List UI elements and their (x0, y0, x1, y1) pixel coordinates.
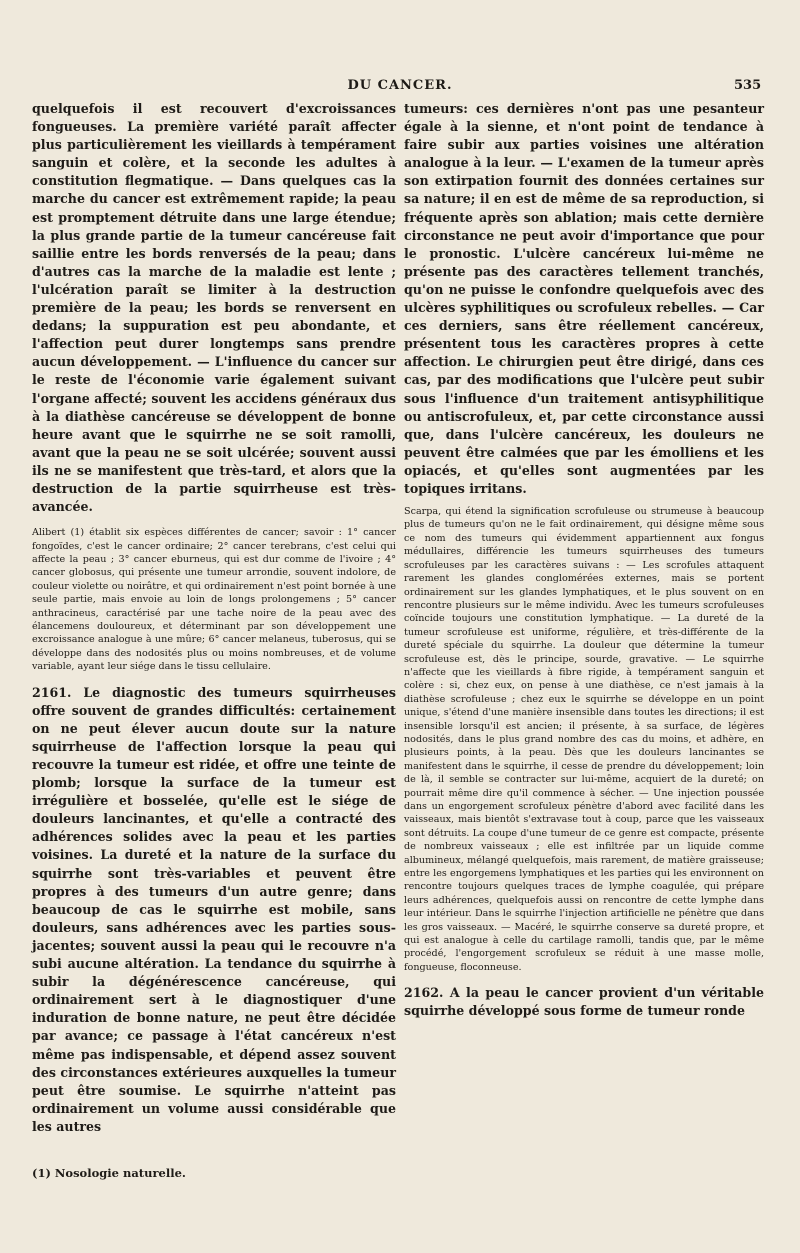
paragraph-2162: 2162. A la peau le cancer provient d'un véritable squirrhe développé sous forme de tumeur ronde (404, 985, 764, 1019)
running-header: DU CANCER. (347, 78, 453, 93)
paragraph-tumeurs: tumeurs: ces dernières n'ont pas une pesanteur égale à la sienne, et n'ont point de tendance à faire subir aux parties voisines une altération analogue à la leur. — L'examen de la tumeur après son extirpation fournit des données certaines sur sa nature; il en est de même de sa reproduction, si fréquente après son ablation; mais cette dernière circonstance ne peut avoir d'importance que pour le pronostic. L'ulcère cancéreux lui-même ne présente pas des caractères tellement tranchés, qu'on ne puisse le confondre quelquefois avec des ulcères syphilitiques ou scrofuleux rebelles. — Car ces derniers, sans être réellement cancéreux, présentent tous les caractères propres à cette affection. Le chirurgien peut être dirigé, dans ces cas, par des modifications que l'ulcère peut subir sous l'influence d'un traitement antisyphilitique ou antiscrofuleux, et, par cette circonstance aussi que, dans l'ulcère cancéreux, les douleurs ne peuvent être calmées que par les émolliens et les opiacés, et qu'elles sont augmentées par les topiques irritans. (404, 101, 764, 496)
left-column (32, 100, 396, 1136)
note-alibert: Alibert (1) établit six espèces différentes de cancer; savoir : 1° cancer fongoïdes, c'est le cancer ordinaire; 2° cancer terebrans, c'est celui qui affecte la peau ; 3° cancer eburneus, qui est dur comme de l'ivoire ; 4° cancer globosus, qui présente une tumeur arrondie, souvent indolore, de couleur violette ou noirâtre, et qui ordinairement n'est point bornée à une seule partie, mais envoie au loin de longs prolongemens ; 5° cancer anthracineus, caractérisé par une tache noire de la peau avec des élancemens douloureux, et déterminant par son développement une excroissance analogue à une mûre; 6° cancer melaneus, tuberosus, qui se développe dans des nodosités plus ou moins nombreuses, et de volume variable, ayant leur siége dans le tissu cellulaire. (32, 527, 396, 673)
paragraph-ulcer-varieties: quelquefois il est recouvert d'excroissances fongueuses. La première variété paraît affecter plus particulièrement les vieillards à tempérament sanguin et colère, et la seconde les adultes à constitution flegmatique. — Dans quelques cas la marche du cancer est extrêmement rapide; la peau est promptement détruite dans une large étendue; la plus grande partie de la tumeur cancéreuse fait saillie entre les bords renversés de la peau; dans d'autres cas la marche de la maladie est lente ; l'ulcération paraît se limiter à la destruction première de la peau; les bords se renversent en dedans; la suppuration est peu abondante, et l'affection peut durer longtemps sans prendre aucun développement. — L'influence du cancer sur le reste de l'économie varie également suivant l'organe affecté; souvent les accidens généraux dus à la diathèse cancéreuse se développent de bonne heure avant que le squirrhe ne se soit ramolli, avant que la peau ne se soit ulcérée; souvent aussi ils ne se manifestent que très-tard, et alors que la destruction de la partie squirrheuse est très-avancée. (32, 101, 396, 515)
right-column (404, 100, 764, 1020)
paragraph-2161: 2161. Le diagnostic des tumeurs squirrheuses offre souvent de grandes difficultés: certainement on ne peut élever aucun doute sur la nature squirrheuse de l'affection lorsque la peau qui recouvre la tumeur est ridée, et offre une teinte de plomb; lorsque la surface de la tumeur est irrégulière et bosselée, qu'elle est le siége de douleurs lancinantes, et qu'elle a contracté des adhérences solides avec la peau et les parties voisines. La dureté et la nature de la surface du squirrhe sont très-variables et peuvent être propres à des tumeurs d'un autre genre; dans beaucoup de cas le squirrhe est mobile, sans douleurs, sans adhérences avec les parties sous-jacentes; souvent aussi la peau qui le recouvre n'a subi aucune altération. La tendance du squirrhe à subir la dégénérescence cancéreuse, qui ordinairement sert à le diagnostiquer d'une induration de bonne nature, ne peut être décidée par avance; ce passage à l'état cancéreux n'est même pas indispensable, et dépend assez souvent des circonstances extérieures auxquelles la tumeur peut être soumise. Le squirrhe n'atteint pas ordinairement un volume aussi considérable que les autres (32, 684, 396, 1134)
footnote: (1) Nosologie naturelle. (32, 1166, 186, 1180)
page-number: 535 (734, 78, 762, 93)
note-scarpa: Scarpa, qui étend la signification scrofuleuse ou strumeuse à beaucoup plus de tumeurs qu'on ne le fait ordinairement, qui désigne même sous ce nom des tumeurs qui évidemment appartiennent aux fongus médullaires, différencie les tumeurs squirrheuses des tumeurs scrofuleuses par les caractères suivans : — Les scrofules attaquent rarement les glandes conglomérées externes, mais se portent ordinairement sur les glandes lymphatiques, et le plus souvent on en rencontre plusieurs sur le même individu. Avec les tumeurs scrofuleuses coïncide toujours une constitution lymphatique. — La dureté de la tumeur scrofuleuse est uniforme, régulière, et très-différente de la dureté spéciale du squirrhe. La douleur que détermine la tumeur scrofuleuse est, dès le principe, sourde, gravative. — Le squirrhe n'affecte que les vieillards à fibre rigide, à tempérament sanguin et colère : si, chez eux, on pense à une diathèse, ce n'est jamais à la diathèse scrofuleuse ; chez eux le squirrhe se développe en un point unique, s'étend d'une manière insensible dans toutes les directions; il est insensible lorsqu'il est ancien; il présente, à sa surface, de légères nodosités, dans le plus grand nombre des cas du moins, et adhère, en plusieurs points, à la peau. Dès que les douleurs lancinantes se manifestent dans le squirrhe, il cesse de prendre du développement; loin de là, il semble se contracter sur lui-même, acquiert de la dureté; on pourrait même dire qu'il commence à sécher. — Une injection poussée dans un engorgement scrofuleux pénètre d'abord avec facilité dans les vaisseaux, mais bientôt s'extravase tout à coup, parce que les vaisseaux sont détruits. La coupe d'une tumeur de ce genre est compacte, présente de nombreux vaisseaux ; elle est infiltrée par un liquide comme albumineux, mélangé quelquefois, mais rarement, de matière graisseuse; entre les engorgemens lymphatiques et les parties qui les environnent on rencontre toujours quelques traces de lymphe coagulée, qui prépare leurs adhérences, quelquefois aussi on rencontre de cette lymphe dans leur intérieur. Dans le squirrhe l'injection artificielle ne pénètre que dans les gros vaisseaux. — Macéré, le squirrhe conserve sa dureté propre, et qui est analogue à celle du cartilage ramolli, tandis que, par le même procédé, l'engorgement scrofuleux se réduit à une masse molle, fongueuse, floconneuse. (404, 506, 764, 973)
